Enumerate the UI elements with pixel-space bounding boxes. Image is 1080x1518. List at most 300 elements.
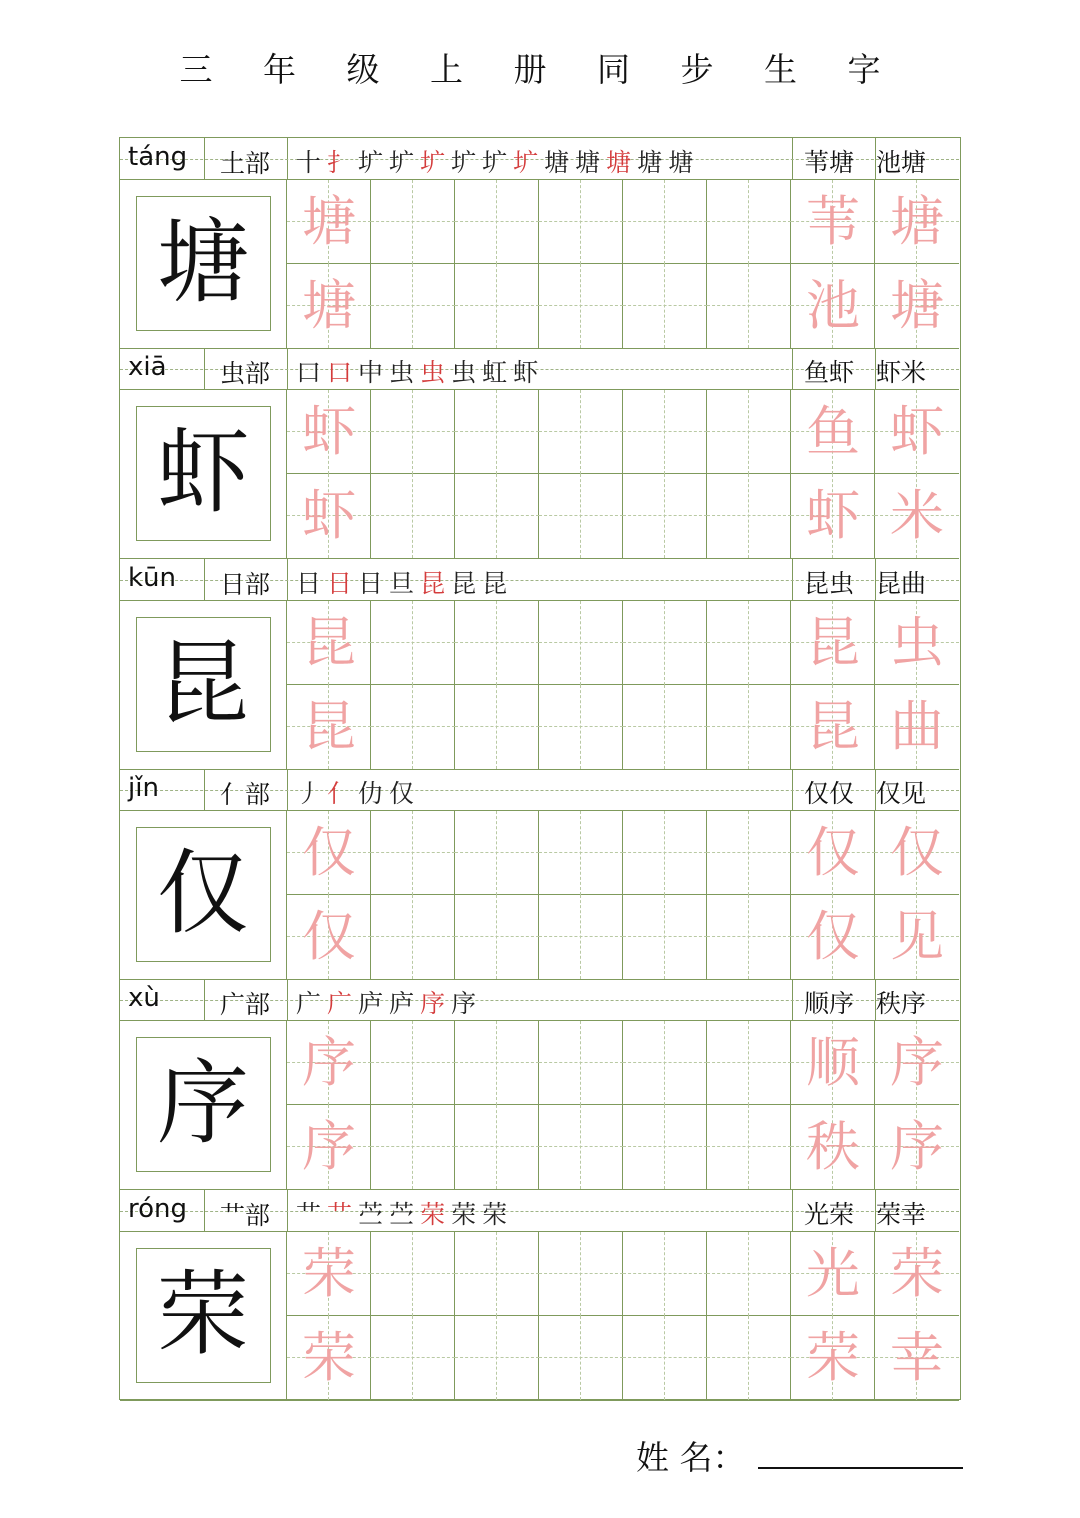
grid-guide bbox=[412, 1316, 413, 1400]
practice-cell[interactable] bbox=[455, 180, 539, 264]
stroke-step: 日 bbox=[327, 568, 359, 598]
practice-cell[interactable] bbox=[455, 811, 539, 895]
trace-char: 仅 bbox=[806, 820, 860, 884]
grid-guide bbox=[664, 180, 665, 264]
practice-cell[interactable] bbox=[455, 895, 539, 979]
grid-guide bbox=[496, 1021, 497, 1105]
trace-char: 荣 bbox=[302, 1241, 356, 1305]
grid-guide bbox=[539, 221, 623, 222]
example-words: 苇塘 池塘 bbox=[804, 148, 926, 177]
grid-guide bbox=[623, 852, 707, 853]
practice-cell[interactable] bbox=[371, 474, 455, 558]
practice-cell[interactable] bbox=[371, 601, 455, 685]
trace-char: 虾 bbox=[806, 484, 860, 548]
practice-cell[interactable] bbox=[791, 1105, 875, 1189]
trace-char: 曲 bbox=[890, 694, 944, 758]
stroke-step: 昆 bbox=[482, 568, 514, 598]
practice-cell[interactable] bbox=[539, 1316, 623, 1400]
stroke-step: 虫 bbox=[420, 358, 452, 388]
practice-cell[interactable] bbox=[539, 180, 623, 264]
practice-cell[interactable] bbox=[539, 1021, 623, 1105]
trace-char: 荣 bbox=[302, 1325, 356, 1389]
stroke-step: 艹 bbox=[327, 1199, 359, 1229]
practice-cell[interactable] bbox=[623, 1232, 707, 1316]
grid-guide bbox=[371, 852, 455, 853]
trace-char: 昆 bbox=[806, 694, 860, 758]
practice-cell[interactable] bbox=[371, 685, 455, 769]
practice-grid bbox=[120, 1021, 959, 1190]
trace-char: 秩 bbox=[806, 1115, 860, 1179]
stroke-order bbox=[296, 143, 699, 179]
name-underline[interactable] bbox=[758, 1441, 963, 1469]
model-char: 荣 bbox=[156, 1260, 249, 1368]
radical: 广部 bbox=[220, 990, 271, 1020]
example-words: 昆虫 昆曲 bbox=[804, 568, 926, 598]
model-char-cell bbox=[120, 1232, 287, 1400]
stroke-step: 虹 bbox=[482, 358, 514, 388]
stroke-step: 圹 bbox=[451, 148, 483, 177]
trace-char: 昆 bbox=[302, 694, 356, 758]
practice-cell[interactable] bbox=[623, 264, 707, 348]
info-row bbox=[120, 348, 959, 390]
stroke-step: 圹 bbox=[513, 148, 545, 177]
grid-guide bbox=[707, 221, 791, 222]
grid-guide bbox=[496, 264, 497, 348]
grid-guide bbox=[539, 1357, 623, 1358]
practice-cell[interactable] bbox=[791, 1021, 875, 1105]
grid-guide bbox=[580, 474, 581, 558]
grid-guide bbox=[748, 811, 749, 895]
practice-cell[interactable] bbox=[707, 895, 791, 979]
grid-guide bbox=[496, 811, 497, 895]
grid-guide bbox=[623, 642, 707, 643]
practice-cell[interactable] bbox=[791, 895, 875, 979]
practice-cell[interactable] bbox=[539, 474, 623, 558]
practice-cell[interactable] bbox=[539, 264, 623, 348]
stroke-step: 日 bbox=[358, 568, 390, 598]
practice-cell[interactable] bbox=[791, 264, 875, 348]
practice-cell[interactable] bbox=[539, 811, 623, 895]
trace-char: 塘 bbox=[302, 190, 356, 253]
grid-guide bbox=[707, 305, 791, 306]
stroke-step: 口 bbox=[327, 358, 359, 388]
grid-guide bbox=[539, 1146, 623, 1147]
trace-char: 顺 bbox=[806, 1031, 860, 1095]
grid-guide bbox=[539, 515, 623, 516]
trace-char: 幸 bbox=[890, 1325, 944, 1389]
grid-guide bbox=[580, 1105, 581, 1189]
practice-cell[interactable] bbox=[371, 811, 455, 895]
trace-char: 序 bbox=[302, 1115, 356, 1179]
radical: 虫部 bbox=[220, 359, 271, 389]
grid-guide bbox=[455, 852, 539, 853]
stroke-step: 日 bbox=[296, 568, 328, 598]
trace-char: 虾 bbox=[890, 400, 944, 464]
grid-guide bbox=[412, 180, 413, 264]
practice-cell[interactable] bbox=[791, 685, 875, 769]
grid-guide bbox=[707, 1146, 791, 1147]
char-block bbox=[120, 1190, 959, 1401]
char-block bbox=[120, 559, 959, 770]
grid-guide bbox=[707, 431, 791, 432]
practice-cell[interactable] bbox=[455, 601, 539, 685]
practice-cell[interactable] bbox=[371, 1105, 455, 1189]
practice-grid bbox=[120, 811, 959, 980]
practice-cell[interactable] bbox=[623, 390, 707, 474]
practice-cell[interactable] bbox=[875, 180, 959, 264]
grid-guide bbox=[455, 936, 539, 937]
trace-char: 昆 bbox=[806, 610, 860, 674]
grid-guide bbox=[455, 726, 539, 727]
stroke-order bbox=[296, 564, 513, 600]
trace-char: 序 bbox=[890, 1115, 944, 1179]
practice-cell[interactable] bbox=[287, 1316, 371, 1400]
grid-guide bbox=[623, 221, 707, 222]
grid-guide bbox=[623, 431, 707, 432]
pinyin: jǐn bbox=[128, 772, 159, 803]
practice-cell[interactable] bbox=[623, 474, 707, 558]
grid-guide bbox=[539, 852, 623, 853]
practice-cell[interactable] bbox=[539, 601, 623, 685]
practice-cell[interactable] bbox=[539, 1232, 623, 1316]
grid-guide bbox=[371, 936, 455, 937]
grid-guide bbox=[748, 264, 749, 348]
grid-guide bbox=[580, 180, 581, 264]
info-row bbox=[120, 979, 959, 1021]
model-char: 仅 bbox=[156, 839, 249, 947]
trace-char: 荣 bbox=[890, 1241, 944, 1305]
grid-guide bbox=[412, 1021, 413, 1105]
trace-char: 塘 bbox=[890, 274, 944, 337]
grid-guide bbox=[707, 642, 791, 643]
practice-cell[interactable] bbox=[371, 180, 455, 264]
practice-cell[interactable] bbox=[623, 895, 707, 979]
practice-cell[interactable] bbox=[455, 264, 539, 348]
practice-cell[interactable] bbox=[371, 390, 455, 474]
grid-guide bbox=[539, 1273, 623, 1274]
practice-cell[interactable] bbox=[791, 1316, 875, 1400]
practice-cell[interactable] bbox=[287, 895, 371, 979]
grid-guide bbox=[664, 1105, 665, 1189]
grid-guide bbox=[496, 390, 497, 474]
practice-cell[interactable] bbox=[875, 1105, 959, 1189]
practice-cell[interactable] bbox=[455, 390, 539, 474]
practice-cell[interactable] bbox=[707, 601, 791, 685]
grid-guide bbox=[455, 1062, 539, 1063]
practice-cell[interactable] bbox=[455, 474, 539, 558]
grid-guide bbox=[707, 726, 791, 727]
grid-guide bbox=[623, 1273, 707, 1274]
practice-cell[interactable] bbox=[791, 1232, 875, 1316]
grid-guide bbox=[707, 515, 791, 516]
grid-guide bbox=[412, 685, 413, 769]
stroke-step: 口 bbox=[296, 358, 328, 388]
pinyin: táng bbox=[128, 142, 188, 172]
grid-guide bbox=[623, 305, 707, 306]
grid-guide bbox=[412, 601, 413, 685]
grid-guide bbox=[371, 642, 455, 643]
stroke-step: 丿 bbox=[296, 778, 328, 808]
stroke-step: 荣 bbox=[482, 1199, 514, 1229]
grid-guide bbox=[748, 601, 749, 685]
practice-cell[interactable] bbox=[875, 264, 959, 348]
practice-cell[interactable] bbox=[791, 474, 875, 558]
practice-cell[interactable] bbox=[875, 474, 959, 558]
practice-cell[interactable] bbox=[455, 1316, 539, 1400]
grid-guide bbox=[371, 1062, 455, 1063]
trace-char: 塘 bbox=[302, 274, 356, 337]
trace-char: 见 bbox=[890, 904, 944, 968]
practice-cell[interactable] bbox=[539, 685, 623, 769]
trace-char: 仅 bbox=[806, 904, 860, 968]
practice-cell[interactable] bbox=[623, 1105, 707, 1189]
grid-guide bbox=[455, 305, 539, 306]
practice-cell[interactable] bbox=[455, 1021, 539, 1105]
practice-cell[interactable] bbox=[539, 1105, 623, 1189]
practice-cell[interactable] bbox=[875, 1316, 959, 1400]
practice-cell[interactable] bbox=[707, 1105, 791, 1189]
pinyin: xiā bbox=[128, 352, 167, 383]
grid-guide bbox=[496, 1232, 497, 1316]
practice-cell[interactable] bbox=[539, 895, 623, 979]
practice-cell[interactable] bbox=[791, 811, 875, 895]
char-block bbox=[120, 138, 959, 349]
grid-guide bbox=[664, 895, 665, 979]
practice-cell[interactable] bbox=[791, 601, 875, 685]
name-field[interactable] bbox=[636, 1432, 963, 1479]
practice-cell[interactable] bbox=[707, 1316, 791, 1400]
grid-guide bbox=[707, 852, 791, 853]
info-row bbox=[120, 138, 959, 180]
trace-char: 虫 bbox=[890, 610, 944, 674]
grid-guide bbox=[455, 1146, 539, 1147]
grid-guide bbox=[707, 1273, 791, 1274]
model-char: 昆 bbox=[156, 629, 249, 737]
grid-guide bbox=[664, 474, 665, 558]
grid-guide bbox=[371, 431, 455, 432]
practice-cell[interactable] bbox=[791, 390, 875, 474]
stroke-step: 昆 bbox=[451, 568, 483, 598]
practice-cell[interactable] bbox=[287, 180, 371, 264]
grid-guide bbox=[623, 936, 707, 937]
model-char: 虾 bbox=[156, 419, 249, 527]
grid-guide bbox=[539, 642, 623, 643]
stroke-step: 苎 bbox=[389, 1199, 421, 1229]
grid-guide bbox=[623, 726, 707, 727]
practice-cell[interactable] bbox=[287, 264, 371, 348]
practice-cell[interactable] bbox=[875, 601, 959, 685]
practice-cell[interactable] bbox=[875, 1232, 959, 1316]
practice-cell[interactable] bbox=[455, 1232, 539, 1316]
stroke-step: 序 bbox=[420, 989, 452, 1019]
practice-cell[interactable] bbox=[707, 1232, 791, 1316]
grid-guide bbox=[539, 726, 623, 727]
grid-guide bbox=[748, 685, 749, 769]
trace-char: 序 bbox=[302, 1031, 356, 1095]
stroke-step: 亻 bbox=[327, 778, 359, 808]
practice-cell[interactable] bbox=[371, 1232, 455, 1316]
grid-guide bbox=[412, 264, 413, 348]
practice-cell[interactable] bbox=[707, 264, 791, 348]
grid-guide bbox=[580, 264, 581, 348]
grid-guide bbox=[580, 1021, 581, 1105]
stroke-step: 仅 bbox=[389, 778, 421, 808]
practice-cell[interactable] bbox=[287, 811, 371, 895]
practice-cell[interactable] bbox=[875, 895, 959, 979]
grid-guide bbox=[748, 1105, 749, 1189]
stroke-step: 荣 bbox=[420, 1199, 452, 1229]
grid-guide bbox=[371, 1146, 455, 1147]
model-char-box bbox=[136, 827, 271, 962]
model-char-cell bbox=[120, 601, 287, 769]
practice-cell[interactable] bbox=[287, 1021, 371, 1105]
grid-guide bbox=[455, 431, 539, 432]
practice-cell[interactable] bbox=[371, 1021, 455, 1105]
practice-cell[interactable] bbox=[623, 811, 707, 895]
char-block bbox=[120, 769, 959, 980]
grid-guide bbox=[664, 1021, 665, 1105]
grid-guide bbox=[748, 474, 749, 558]
stroke-order bbox=[296, 774, 420, 810]
practice-cell[interactable] bbox=[623, 601, 707, 685]
practice-grid bbox=[120, 180, 959, 349]
grid-guide bbox=[707, 936, 791, 937]
grid-guide bbox=[580, 811, 581, 895]
trace-char: 虾 bbox=[302, 400, 356, 464]
model-char-cell bbox=[120, 390, 287, 558]
page-title: 三 年 级 上 册 同 步 生 字 bbox=[179, 50, 901, 89]
grid-guide bbox=[539, 431, 623, 432]
practice-cell[interactable] bbox=[371, 895, 455, 979]
practice-cell[interactable] bbox=[623, 685, 707, 769]
practice-cell[interactable] bbox=[623, 180, 707, 264]
practice-cell[interactable] bbox=[287, 685, 371, 769]
practice-cell[interactable] bbox=[707, 811, 791, 895]
practice-cell[interactable] bbox=[287, 390, 371, 474]
model-char-box bbox=[136, 617, 271, 752]
practice-cell[interactable] bbox=[371, 1316, 455, 1400]
grid-guide bbox=[623, 1146, 707, 1147]
grid-guide bbox=[455, 1357, 539, 1358]
stroke-order bbox=[296, 353, 544, 389]
stroke-step: 广 bbox=[327, 989, 359, 1019]
trace-char: 仅 bbox=[890, 820, 944, 884]
stroke-step: 艹 bbox=[296, 1199, 328, 1229]
model-char-cell bbox=[120, 811, 287, 979]
stroke-step: 序 bbox=[451, 989, 483, 1019]
practice-cell[interactable] bbox=[707, 390, 791, 474]
grid-guide bbox=[664, 1232, 665, 1316]
trace-char: 苇 bbox=[806, 190, 860, 253]
stroke-step: 圹 bbox=[482, 148, 514, 177]
grid-guide bbox=[371, 305, 455, 306]
char-block bbox=[120, 979, 959, 1190]
practice-cell[interactable] bbox=[455, 685, 539, 769]
practice-cell[interactable] bbox=[707, 685, 791, 769]
info-row bbox=[120, 769, 959, 811]
practice-cell[interactable] bbox=[623, 1316, 707, 1400]
model-char-box bbox=[136, 196, 271, 331]
example-words: 顺序 秩序 bbox=[804, 989, 926, 1019]
practice-grid bbox=[120, 1232, 959, 1401]
trace-char: 米 bbox=[890, 484, 944, 548]
grid-guide bbox=[496, 474, 497, 558]
practice-cell[interactable] bbox=[287, 601, 371, 685]
model-char-box bbox=[136, 406, 271, 541]
practice-cell[interactable] bbox=[707, 474, 791, 558]
practice-cell[interactable] bbox=[707, 180, 791, 264]
practice-cell[interactable] bbox=[287, 1105, 371, 1189]
grid-guide bbox=[412, 1105, 413, 1189]
stroke-step: 仂 bbox=[358, 778, 390, 808]
practice-cell[interactable] bbox=[287, 1232, 371, 1316]
stroke-step: 塘 bbox=[606, 148, 638, 177]
info-row bbox=[120, 1190, 959, 1232]
grid-guide bbox=[664, 390, 665, 474]
grid-guide bbox=[748, 895, 749, 979]
practice-cell[interactable] bbox=[623, 1021, 707, 1105]
grid-guide bbox=[496, 1105, 497, 1189]
stroke-step: 广 bbox=[296, 989, 328, 1019]
grid-guide bbox=[623, 1062, 707, 1063]
stroke-step: 昆 bbox=[420, 568, 452, 598]
grid-guide bbox=[623, 515, 707, 516]
example-words: 仅仅 仅见 bbox=[804, 778, 926, 808]
practice-grid bbox=[120, 601, 959, 770]
grid-guide bbox=[539, 1062, 623, 1063]
grid-guide bbox=[664, 264, 665, 348]
practice-cell[interactable] bbox=[875, 390, 959, 474]
grid-guide bbox=[371, 1273, 455, 1274]
trace-char: 池 bbox=[806, 274, 860, 337]
info-row bbox=[120, 559, 959, 601]
grid-guide bbox=[580, 601, 581, 685]
practice-cell[interactable] bbox=[707, 1021, 791, 1105]
grid-guide bbox=[412, 474, 413, 558]
radical: 亻部 bbox=[220, 779, 271, 809]
grid-guide bbox=[664, 1316, 665, 1400]
practice-grid bbox=[120, 390, 959, 559]
stroke-order bbox=[296, 984, 482, 1020]
stroke-step: 塘 bbox=[544, 148, 576, 177]
grid-guide bbox=[748, 1021, 749, 1105]
model-char-cell bbox=[120, 180, 287, 348]
practice-cell[interactable] bbox=[875, 685, 959, 769]
model-char-box bbox=[136, 1037, 271, 1172]
practice-cell[interactable] bbox=[875, 1021, 959, 1105]
stroke-step: 圹 bbox=[420, 148, 452, 177]
name-label: 姓 名： bbox=[636, 1438, 746, 1477]
practice-cell[interactable] bbox=[455, 1105, 539, 1189]
grid-guide bbox=[580, 1316, 581, 1400]
practice-cell[interactable] bbox=[875, 811, 959, 895]
model-char: 序 bbox=[156, 1050, 249, 1158]
practice-cell[interactable] bbox=[791, 180, 875, 264]
pinyin: róng bbox=[128, 1193, 188, 1224]
stroke-step: 旦 bbox=[389, 568, 421, 598]
grid-guide bbox=[580, 685, 581, 769]
grid-guide bbox=[664, 601, 665, 685]
grid-guide bbox=[623, 1357, 707, 1358]
stroke-step: 塘 bbox=[637, 148, 669, 177]
grid-guide bbox=[539, 936, 623, 937]
practice-cell[interactable] bbox=[539, 390, 623, 474]
grid-guide bbox=[496, 895, 497, 979]
practice-cell[interactable] bbox=[371, 264, 455, 348]
practice-cell[interactable] bbox=[287, 474, 371, 558]
trace-char: 鱼 bbox=[806, 400, 860, 464]
grid-guide bbox=[748, 1316, 749, 1400]
